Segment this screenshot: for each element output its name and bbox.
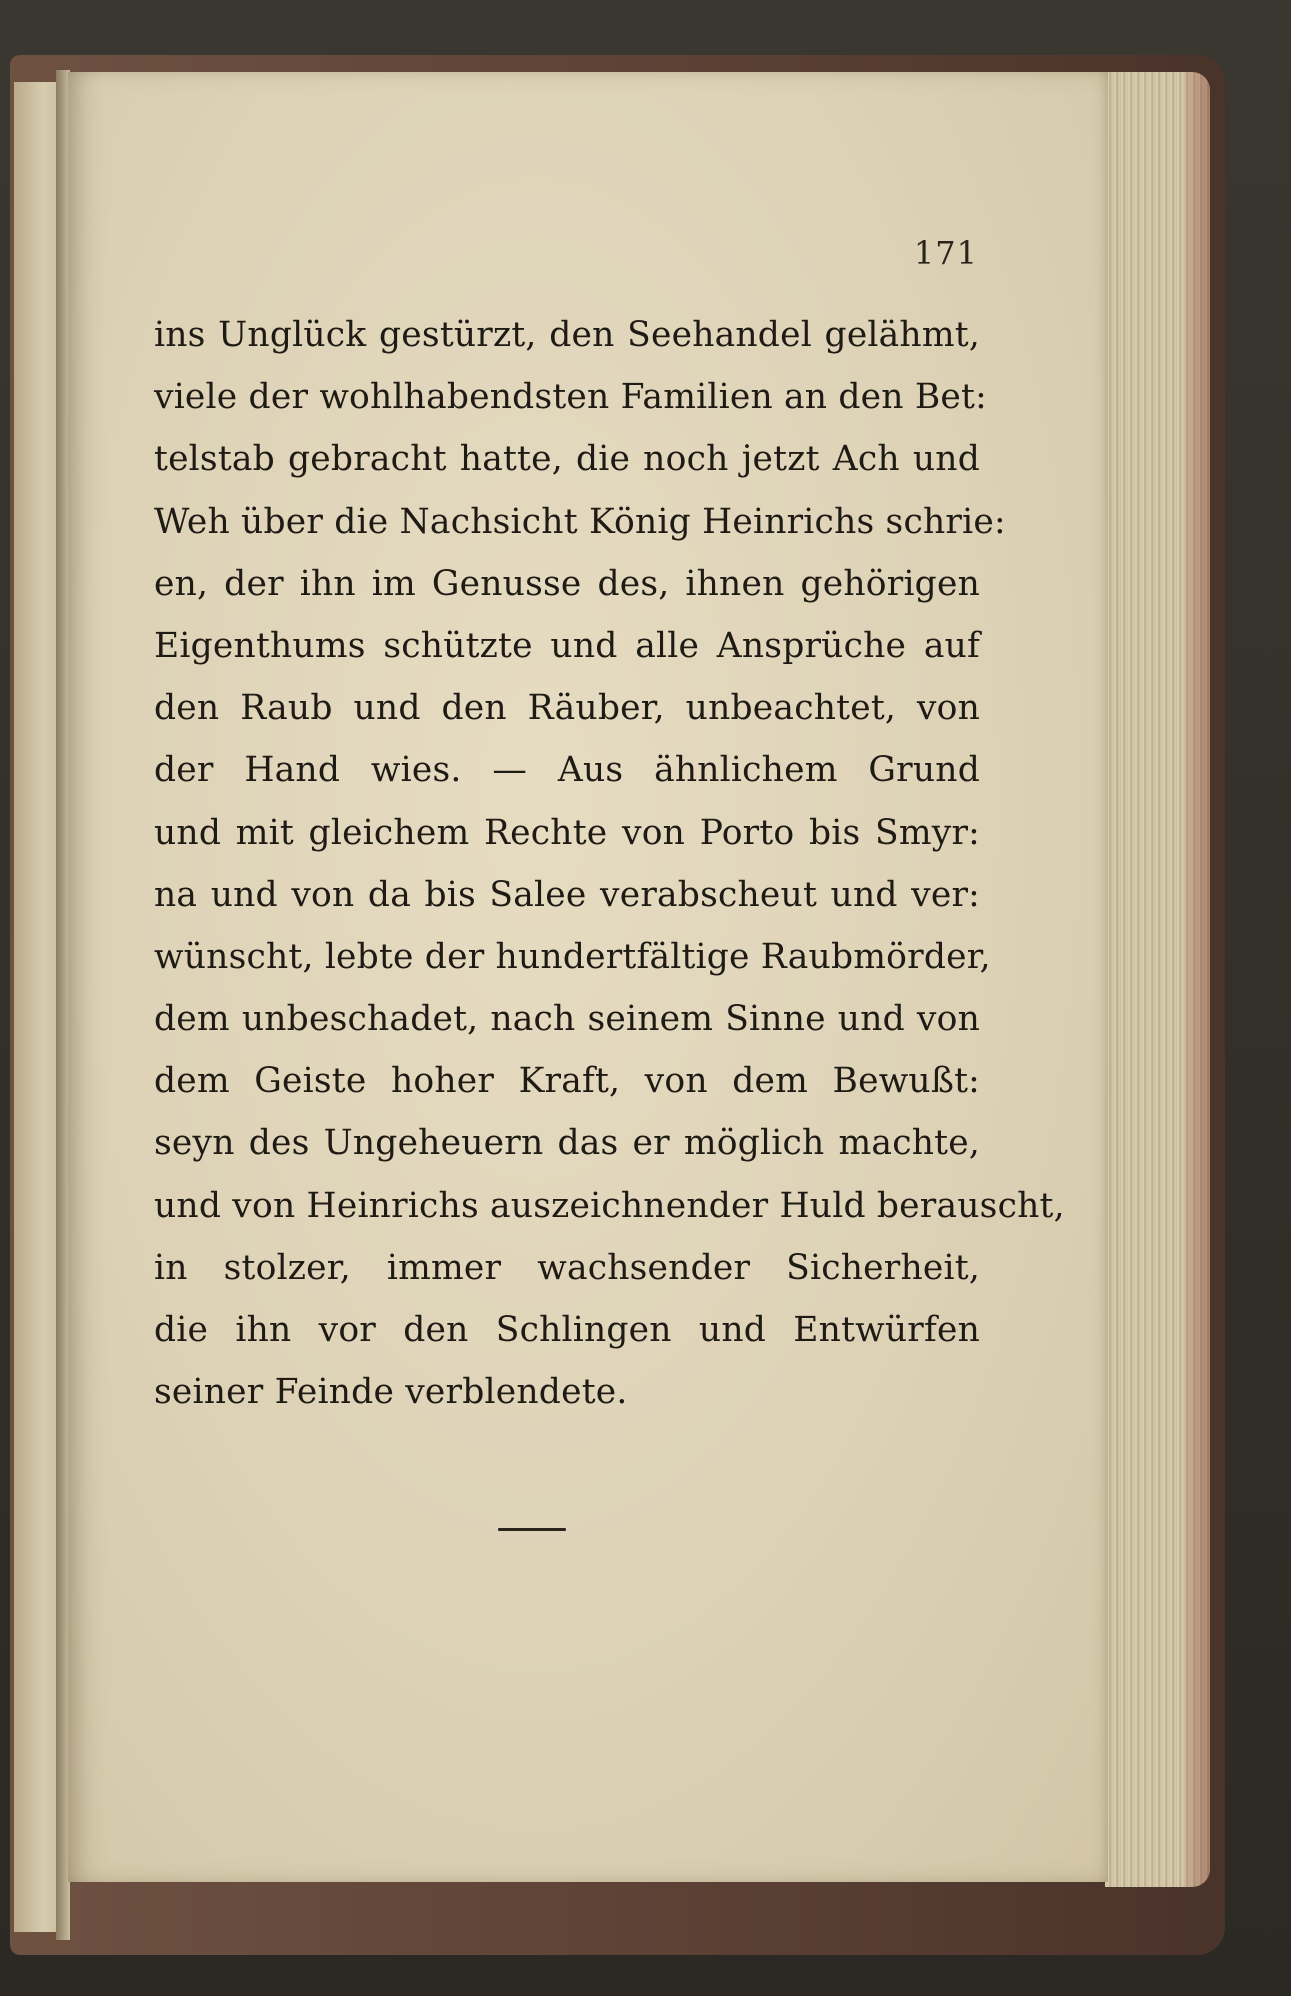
page-block-edge	[1105, 72, 1210, 1887]
text-line: dem Geiste hoher Kraft, von dem Bewußt:	[154, 1061, 980, 1102]
text-line: Eigenthums schützte und alle Ansprüche auf	[154, 625, 980, 666]
text-line: der Hand wies. — Aus ähnlichem Grund	[154, 750, 980, 791]
body-text	[154, 304, 1065, 1423]
page-number: 171	[913, 234, 978, 272]
text-line: und von Heinrichs auszeichnender Huld berauscht,	[154, 1185, 1065, 1226]
page	[68, 72, 1108, 1882]
text-line: seiner Feinde verblendete.	[154, 1372, 628, 1413]
text-line: die ihn vor den Schlingen und Entwürfen	[154, 1310, 980, 1350]
text-line: en, der ihn im Genusse des, ihnen gehörigen	[154, 563, 980, 604]
text-line: ins Unglück gestürzt, den Seehandel gelähmt,	[154, 315, 980, 355]
end-rule	[498, 1528, 566, 1531]
text-line: wünscht, lebte der hundertfältige Raubmörder,	[154, 936, 991, 977]
text-line: seyn des Ungeheuern das er möglich machte,	[154, 1123, 980, 1164]
text-line: den Raub und den Räuber, unbeachtet, von	[154, 688, 980, 729]
text-line: viele der wohlhabendsten Familien an den Bet:	[154, 377, 987, 418]
text-line: telstab gebracht hatte, die noch jetzt Ach und	[154, 439, 980, 480]
text-line: dem unbeschadet, nach seinem Sinne und von	[154, 999, 980, 1040]
text-line: Weh über die Nachsicht König Heinrichs schrie:	[154, 501, 1006, 542]
text-line: und mit gleichem Rechte von Porto bis Smyr:	[154, 812, 980, 853]
facing-page-edge	[14, 82, 57, 1932]
text-line: in stolzer, immer wachsender Sicherheit,	[154, 1247, 980, 1288]
text-line: na und von da bis Salee verabscheut und ver:	[154, 874, 980, 915]
